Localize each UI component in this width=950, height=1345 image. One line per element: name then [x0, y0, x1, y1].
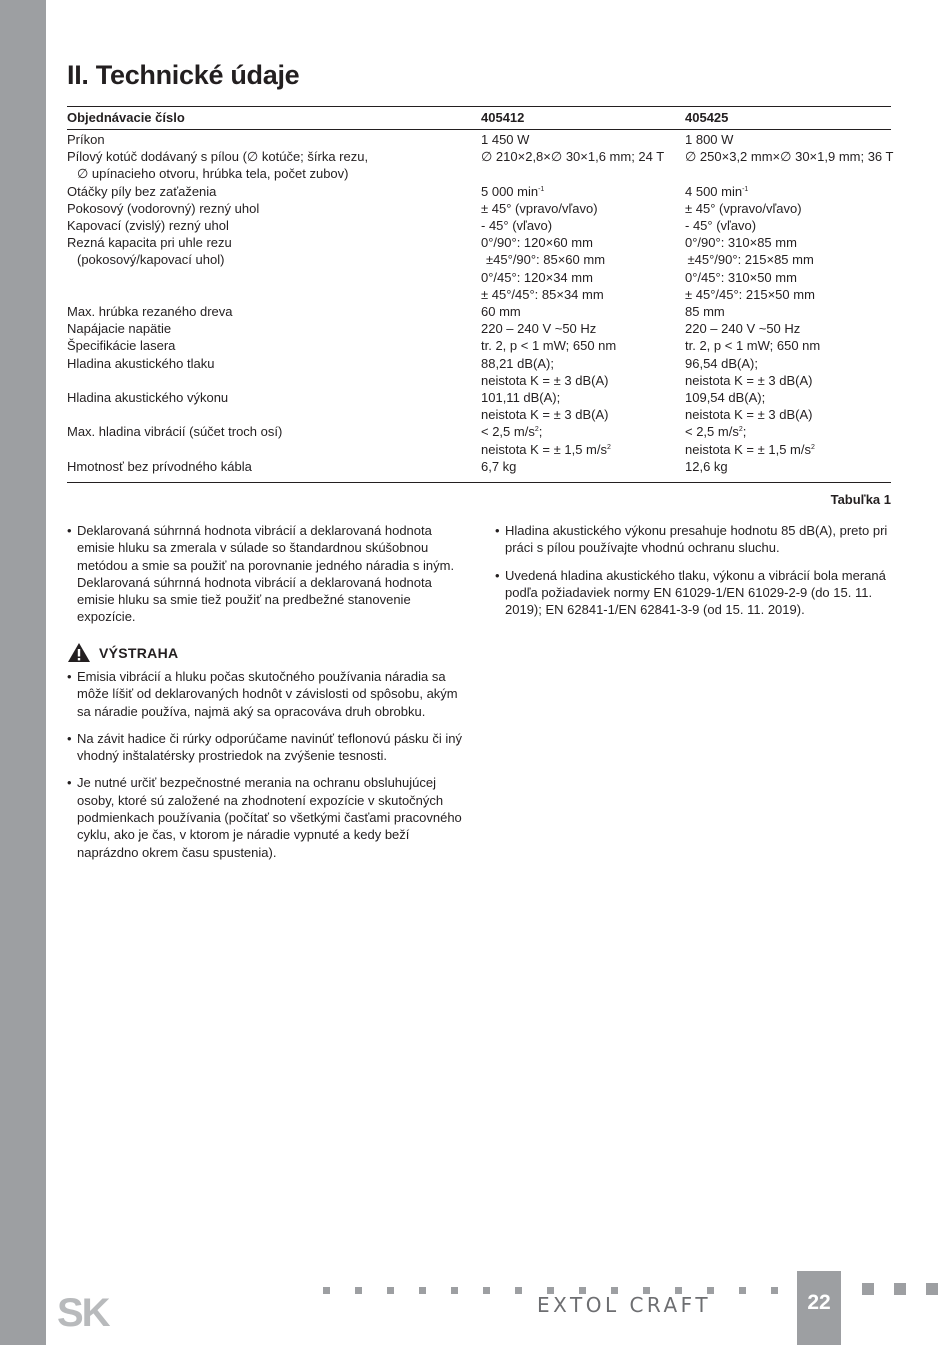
footer-dot [323, 1287, 330, 1294]
row-value-405412: 0°/90°: 120×60 mm [481, 235, 593, 251]
superscript: -1 [538, 185, 545, 193]
row-value-405412 [486, 165, 688, 182]
table-header-row [67, 107, 891, 129]
table-row [67, 372, 891, 389]
table-row [67, 200, 891, 217]
row-label: Kapovací (zvislý) rezný uhol [67, 218, 229, 234]
row-value-405412: 1 450 W [481, 132, 530, 147]
row-value-405425 [688, 165, 892, 182]
row-value-405412: - 45° (vľavo) [481, 218, 553, 234]
table-row [67, 217, 891, 234]
row-value-405412: neistota K = ± 3 dB(A) [481, 372, 609, 388]
footer-dot [355, 1287, 362, 1294]
row-label: Max. hladina vibrácií (súčet troch osí) [67, 424, 283, 440]
warning-list [67, 668, 467, 871]
row-label [67, 441, 481, 458]
footer-square [926, 1283, 938, 1295]
row-label: Hladina akustického výkonu [67, 390, 229, 406]
row-value-405425: 109,54 dB(A); [685, 390, 766, 406]
row-value-405412: ± 45° (vpravo/vľavo) [481, 200, 598, 216]
superscript: 2 [811, 443, 815, 451]
row-value-405425: ∅ 250×3,2 mm×∅ 30×1,9 mm; 36 T [685, 149, 894, 165]
row-label: Špecifikácie lasera [67, 338, 176, 354]
header-cell-405412: 405412 [481, 110, 525, 125]
row-label: Max. hrúbka rezaného dreva [67, 304, 233, 320]
language-code: SK [57, 1291, 109, 1335]
footer-square [862, 1283, 874, 1295]
row-label: Pílový kotúč dodávaný s pílou (∅ kotúče; šírka rezu, [67, 149, 369, 165]
row-value-405425: - 45° (vľavo) [685, 218, 757, 234]
notes-right-column [495, 522, 895, 628]
row-value-405425: 96,54 dB(A); [685, 355, 758, 371]
page-number: 22 [807, 1291, 831, 1314]
row-label: Napájacie napätie [67, 321, 172, 337]
row-value-405425: ± 45°/45°: 215×50 mm [685, 286, 815, 302]
warning-heading [67, 642, 178, 663]
row-value-405412: ∅ 210×2,8×∅ 30×1,6 mm; 24 T [481, 149, 665, 165]
row-value-405412: 6,7 kg [481, 458, 517, 474]
row-value-405412: neistota K = ± 1,5 $m/s^2$ [481, 441, 611, 457]
warning-heading-label: VÝSTRAHA [99, 644, 179, 661]
footer-dot [771, 1287, 778, 1294]
header-cell-label: Objednávacie číslo [67, 110, 185, 125]
row-value-405425: neistota K = ± 3 dB(A) [685, 372, 813, 388]
superscript: 2 [738, 426, 743, 434]
table-row [67, 389, 891, 406]
header-cell-405425: 405425 [685, 110, 729, 125]
table-row [67, 423, 891, 440]
notes-left-column [67, 522, 467, 636]
table-row [67, 286, 891, 303]
row-value-405425: 1 800 W [685, 132, 734, 147]
note-item: • Hladina akustického výkonu presahuje hodnotu 85 dB(A), preto pri práci s pílou používajte vhodnú ochranu sluchu. [495, 522, 895, 557]
table-row [67, 131, 891, 148]
row-value-405425: 12,6 kg [685, 458, 728, 474]
row-label: Pokosový (vodorovný) rezný uhol [67, 200, 260, 216]
warning-item: • Emisia vibrácií a hluku počas skutočného používania náradia sa môže líšiť od deklarovaných hodnôt v závislosti od spôsobu, akým sa náradie používa, najmä aký sa opracováva druh obrobku. [67, 668, 467, 720]
row-label: (pokosový/kapovací uhol) [77, 252, 225, 268]
row-value-405412: 220 – 240 V ~50 Hz [481, 321, 597, 337]
row-label: Hladina akustického tlaku [67, 355, 215, 371]
warning-triangle-icon [67, 642, 91, 663]
superscript: -1 [742, 185, 749, 193]
row-value-405425: neistota K = ± 1,5 $m/s^2$ [685, 441, 815, 457]
table-row [67, 269, 891, 286]
row-value-405412: tr. 2, p < 1 mW; 650 nm [481, 338, 617, 354]
row-value-405425: 0°/90°: 310×85 mm [685, 235, 797, 251]
table-row [67, 337, 891, 354]
note-item: • Deklarovaná súhrnná hodnota vibrácií a deklarovaná hodnota emisie hluku sa zmerala v súlade so štandardnou skúšobnou metódou a smie sa použiť na porovnanie jedného náradia s iným. Deklarovaná súhrnná hodnota vibrácií a deklarovaná hodnota emisie hluku sa smie tiež použiť na predbežné stanovenie expozície. [67, 522, 467, 626]
side-color-bar [0, 0, 46, 1345]
table-row [67, 355, 891, 372]
row-label: Rezná kapacita pri uhle rezu [67, 235, 232, 251]
table-row [67, 234, 891, 251]
table-caption: Tabuľka 1 [830, 492, 891, 507]
row-value-405412: 60 mm [481, 304, 521, 320]
row-label: Príkon [67, 132, 105, 147]
warning-item: • Je nutné určiť bezpečnostné merania na ochranu obsluhujúcej osoby, ktoré sú založené na zhodnotení expozície v skutočných podmienkach používania (počítať so všetkými časťami pracovného cyklu, ako je čas, v ktorom je náradie vypnuté a kedy beží naprázdno okrem času spustenia). [67, 774, 467, 860]
table-row [67, 148, 894, 165]
row-value-405412: < 2,5 $m/s^2$; [481, 424, 543, 440]
footer-dot [419, 1287, 426, 1294]
row-label: Otáčky píly bez zaťaženia [67, 183, 217, 199]
footer-dot [387, 1287, 394, 1294]
superscript: 2 [607, 443, 611, 451]
row-value-405425: < 2,5 $m/s^2$; [685, 424, 747, 440]
row-label: Hmotnosť bez prívodného kábla [67, 458, 252, 474]
row-label [67, 269, 481, 286]
footer-dot [515, 1287, 522, 1294]
row-value-405425: 85 mm [685, 304, 725, 320]
table-row [67, 320, 891, 337]
brand-logo: EXTOL CRAFT [537, 1293, 712, 1317]
row-value-405425: neistota K = ± 3 dB(A) [685, 407, 813, 423]
page-title: II. Technické údaje [67, 60, 300, 90]
row-label [67, 286, 481, 303]
table-row [67, 165, 891, 182]
footer-dot [739, 1287, 746, 1294]
row-label [67, 406, 481, 423]
footer-dot [483, 1287, 490, 1294]
row-value-405412: 0°/45°: 120×34 mm [481, 269, 593, 285]
row-value-405412: ±45°/90°: 85×60 mm [485, 252, 606, 268]
footer-dot [451, 1287, 458, 1294]
footer-square [894, 1283, 906, 1295]
table-body [67, 130, 894, 475]
row-value-405412: neistota K = ± 3 dB(A) [481, 407, 609, 423]
spec-table [67, 106, 894, 483]
row-value-405425: ± 45° (vpravo/vľavo) [685, 200, 802, 216]
row-value-405425: tr. 2, p < 1 mW; 650 nm [685, 338, 821, 354]
row-label [67, 372, 481, 389]
table-row [67, 251, 891, 268]
superscript: 2 [534, 426, 539, 434]
row-value-405425: 0°/45°: 310×50 mm [685, 269, 797, 285]
row-value-405425: 4 500 $\min^{-1}$ [685, 183, 749, 199]
warning-item: • Na závit hadice či rúrky odporúčame navinúť teflonovú pásku či iný vhodný inštalatérsky prostriedok na zvýšenie tesnosti. [67, 730, 467, 765]
table-row [67, 458, 891, 475]
row-value-405412: 5 000 $\min^{-1}$ [481, 183, 545, 199]
row-label: ∅ upínacieho otvoru, hrúbka tela, počet zubov) [77, 166, 349, 182]
row-value-405412: 88,21 dB(A); [481, 355, 554, 371]
note-item: • Uvedená hladina akustického tlaku, výkonu a vibrácií bola meraná podľa požiadaviek normy EN 61029-1/EN 61029-2-9 (do 15. 11. 2019); EN 62841-1/EN 62841-3-9 (od 15. 11. 2019). [495, 567, 895, 619]
table-bottom-rule [67, 482, 891, 483]
table-row [67, 406, 891, 423]
row-value-405425: 220 – 240 V ~50 Hz [685, 321, 801, 337]
table-row [67, 441, 891, 458]
row-value-405412: ± 45°/45°: 85×34 mm [481, 286, 604, 302]
table-row [67, 183, 891, 200]
table-row [67, 303, 891, 320]
row-value-405412: 101,11 dB(A); [481, 390, 561, 406]
row-value-405425: ±45°/90°: 215×85 mm [687, 252, 814, 268]
